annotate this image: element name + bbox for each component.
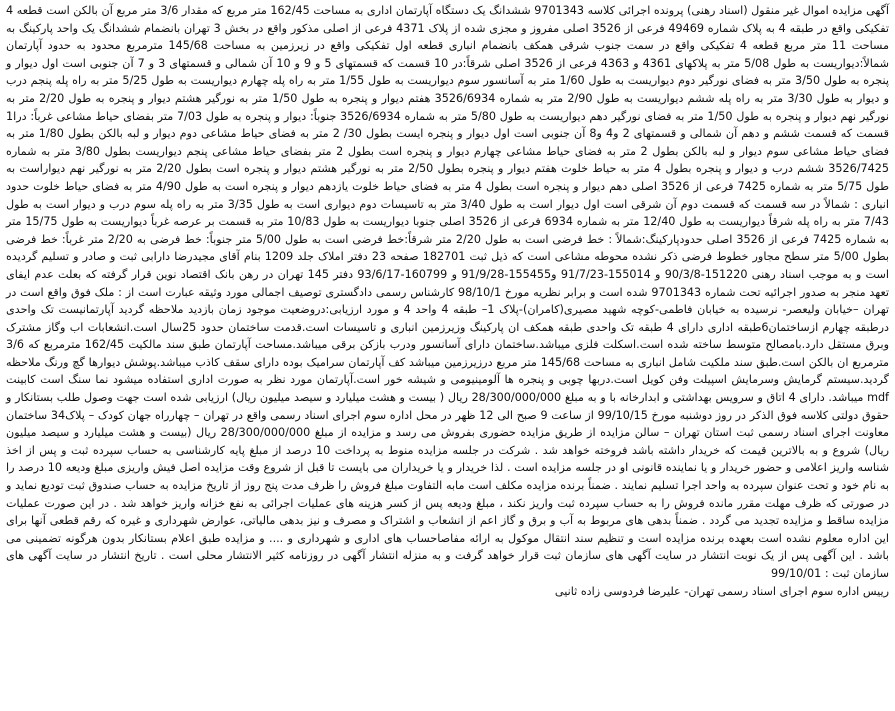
notice-body-text: آگهی مزایده اموال غیر منقول (اسناد رهنی) پرونده اجرائی کلاسه 9701343 ششدانگ یک دستگاه آپارتمان اداری به مساحت 162/45 متر مربع که مقدار 3/6 متر مربع آن بالکن است قطعه 4 تفکیکی واقع در طبقه 4 به پلاک شماره 49469 فرعی از 3526 اصلی مفروز و مجزی شده از پلاک 4371 فرعی از اصلی مذکور واقع در بخش 3 تهران بانضمام ششدانگ یک واحد پارکینگ به مساحت 11 متر مربع قطعه 4 تفکیکی واقع در سمت جنوب شرقی همکف بانضمام انباری قطعه اول تفکیکی واقع در زیرزمین به مساحت 145/68 مترمربع محدود به حدود آپارتمان شمالاً:دیواریست به طول 5/08 متر به پلاکهای 4361 و 4363 فرعی از 3526 اصلی شرقاً:در 10 قسمت که قسمتهای 5 و 9 و 10 آن شمالی و قسمتهای 3 و 7 آن جنوبی است اول دیوار و پنجره به طول 3/50 متر به فضای نورگیر دوم دیواریست به طول 1/60 متر به آسانسور سوم دیواریست به طول 1/55 متر به راه پله چهارم دیواریست به طول 5/25 متر به راه پله پنجم درب و دیوار به طول 3/30 متر به راه پله ششم دیواریست به طول 2/90 متر به شماره 3526/6934 هفتم دیوار و پنجره به طول 1/50 متر به نورگیر هشتم دیوار و پنجره به طول 2/20 متر به نورگیر نهم دیوار و پنجره به طول 1/50 متر به فضای نورگیر دهم دیواریست به طول 5/80 متر به شماره 3526/6934 جنوباً: دیوار و پنجره به طول 7/03 متر بفضای حیاط مشاعی غرباً: درا1 قسمت که قسمت ششم و دهم آن شمالی و قسمتهای 2 و4 و8 آن جنوبی است اول دیوار و پنجره ایست بطول 30/ 2 متر به فضای حیاط مشاعی دوم دیوار و لبه بالکن بطول 1/80 متر به فضای حیاط مشاعی سوم دیوار و لبه بالکن بطول 2 متر به فضای حیاط مشاعی چهارم دیوار و پنجره است بطول 2 متر بفضای حیاط مشاعی پنجم دیواریست بطول 3/80 متر به شماره 3526/7425 ششم درب و دیوار و پنجره بطول 4 متر به حیاط خلوت هفتم دیوار و پنجره بطول 2/50 متر به نورگیر هشتم دیوار و پنجره است بطول 2/20 متر به نورگیر نهم دیواراست به طول 5/75 متر به شماره 7425 فرعی از 3526 اصلی دهم دیوار و پنجره است بطول 4 متر به فضای حیاط خلوت یازدهم دیوار و پنجره است به طول 4/90 متر به فضای حیاط خلوت حدود انباری : شمالاً در سه قسمت که قسمت دوم آن شرقی است اول دیوار است به طول 3/40 متر به تاسیسات دوم دیواری است به طول 3/35 متر به راه پله سوم درب و دیوار است به طول 7/43 متر به راه پله شرقاً دیواریست به طول 12/40 متر به شماره 6934 فرعی از 3526 اصلی جنوبا دیواریست به طول 10/83 متر به قسمت بر عرصه غرباً دیواریست به طول 15/75 متر به شماره 7425 فرعی از 3526 اصلی حدودپارکینگ:شمالاً : خط فرضی است به طول 2/20 متر شرقاً:خط فرضی است به طول 5/00 متر جنوباً: خط فرضی به 2/20 متر غرباً: خط فرضی بطول 5/00 متر سطح مجاور خطوط فرضی ذکر نشده محوطه مشاعی است که ذیل ثبت 182701 صفحه 23 دفتر املاک جلد 1209 بنام آقای مجیدرضا دارابی ثبت و صادر و تسلیم گردیده است و به موجب اسناد رهنی 151220-90/3/8 و 155014-91/7/23 و155455-91/9/28 و 160799-93/6/17 دفتر 145 تهران در رهن بانک اقتصاد نوین قرار گرفته که بعلت عدم ایفای تعهد منجر به صدور اجرائیه تحت شماره 9701343 شده است و برابر نظریه مورخ 98/10/1 کارشناس رسمی دادگستری توصیف اجمالی مورد وثیقه عبارت است از : ملک فوق واقع است در تهران –خیابان ولیعصر- نرسیده به خیابان فاطمی-کوچه شهید مصیری(کامران)-پلاک 1– طبقه 4 واحد 4 و مورد ارزیابی:دروضعیت موجود زمان بازدید ملاحظه گردید آپارتمانیست تک واحدی درطبقه چهارم ازساختمان6طبقه اداری دارای 4 طبقه تک واحدی طبقه همکف ان پارکینگ وزیرزمین انباری و تاسیسات است.قدمت ساختمان حدود 25سال است.انشعابات اب وگاز مشترک وبرق مستقل دارد.بامصالح متوسط ساخته شده است.اسکلت فلزی میباشد.ساختمان دارای آسانسور ودرب بازکن برقی میباشد.مساحت آپارتمان طبق سند مالکیت 162/45 مترمربع که 3/6 مترمربع ان بالکن است.طبق سند ملکیت شامل انباری به مساحت 145/68 متر مربع درزیرزمین میباشد کف آپارتمان سرامیک بوده دارای سقف کاذب میباشد.پوشش دیوارها گچ ورنگ ملاحظه گردید.سیستم گرمایش وسرمایش اسپیلت وفن کویل است.دربها چوبی و پنجره ها آلومینیومی و شیشه خور است.آپارتمان مورد نظر به صورت اداری استفاده میشود نما سنگ است کابینت mdf میباشد. دارای 4 اتاق و سرویس بهداشتی و ابدارخانه با و به مبلغ 28/300/000/000 ریال ( بیست و هشت میلیارد و سیصد میلیون ریال) ارزیابی شده است جهت وصول طلب بستانکار و حقوق دولتی کلاسه فوق الذکر در روز دوشنبه مورخ 99/10/15 از ساعت 9 صبح الی 12 ظهر در محل اداره سوم اجرای اسناد رسمی واقع در تهران – چهارراه جهان کودک – پلاک34 ساختمان معاونت اجرای اسناد رسمی ثبت استان تهران – سالن مزایده از طریق مزایده حضوری بفروش می رسد و مزایده از مبلغ 28/300/000/000 ریال (بیست و هشت میلیارد و سیصد میلیون ریال) شروع و به بالاترین قیمت که خریدار داشته باشد فروخته خواهد شد . شرکت در جلسه مزایده منوط به پرداخت 10 درصد از مبلغ پایه کارشناسی به حساب سپرده ثبت و پس از اخذ شناسه واریز اعلامی و حضور خریدار و یا نماینده قانونی او در جلسه مزایده است . لذا خریدار و یا خریداران می بایست تا قبل از شروع وقت مزایده اصل فیش واریزی مبلغ ودیعه 10 درصد را به نام خود و تحت عنوان سپرده به واحد اجرا تسلیم نمایند . ضمناً برنده مزایده مکلف است مابه التفاوت مبلغ فروش را ظرف مدت پنج روز از تاریخ مزایده به حساب صندوق ثبت تودیع نماید و در صورتی که ظرف مهلت مقرر مانده فروش را به حساب سپرده ثبت واریز نکند ، مبلغ ودیعه پس از کسر هزینه های عملیات اجرائی به نفع خزانه واریز خواهد شد . در این صورت عملیات مزایده ساقط و مزایده تجدید می گردد . ضمناً بدهی های مربوط به آب و برق و گاز اعم از انشعاب و اشتراک و مصرف و نیز بدهی مالیاتی، عوارض شهرداری و غیره که رقم قطعی آنها برای این اداره معلوم نشده است بعهده برنده مزایده است و تنظیم سند انتقال موکول به ارائه مفاصاحساب های اداری و شهرداری و .... و مزایده طبق اعلام بستانکار بدون هرگونه تضمینی می باشد . این آگهی پس از یک نوبت انتشار در سایت آگهی های سازمان ثبت قرار خواهد گرفت و به منزله انتشار آگهی در روزنامه کثیر الانتشار محلی است . تاریخ انتشار در سایت آگهی های سازمان ثبت : 99/10/01 — [6, 4, 890, 580]
signature-line: رییس اداره سوم اجرای اسناد رسمی تهران- علیرضا فردوسی زاده ثانیی — [554, 584, 889, 598]
